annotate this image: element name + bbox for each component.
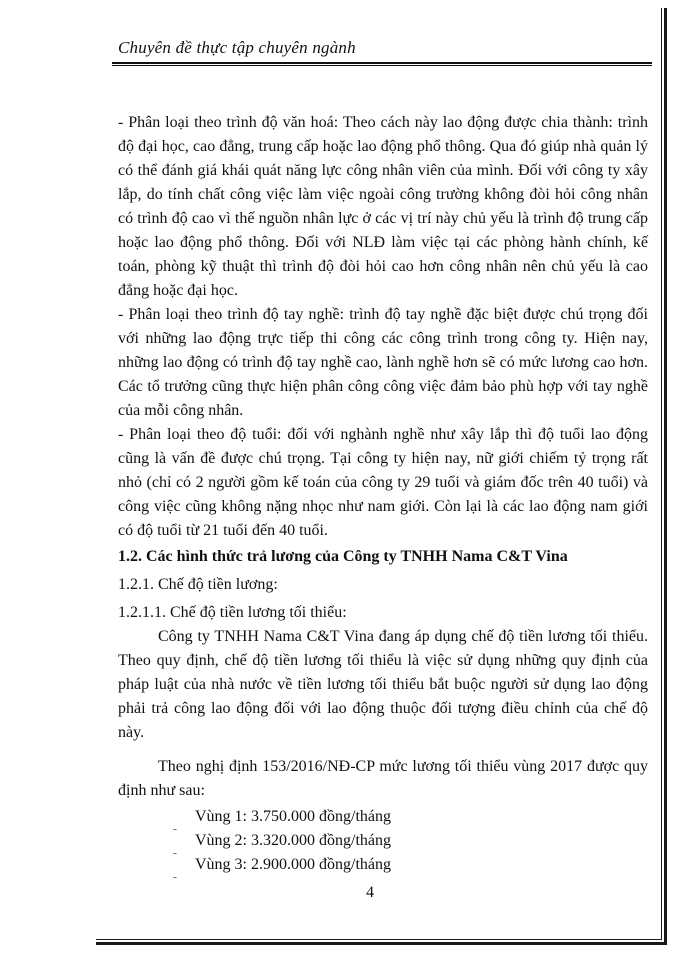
wage-region-list [118, 805, 648, 877]
paragraph-minimum-wage: Công ty TNHH Nama C&T Vina đang áp dụng chế độ tiền lương tối thiểu. Theo quy định, chế độ tiền lương tối thiểu là việc sử dụng những quy định của pháp luật của nhà nước về tiền lương tối thiểu bắt buộc người sử dụng lao động phải trả công lao động đối với lao động thuộc đối tượng điều chỉnh của chế độ này. [118, 628, 648, 741]
page-number: 4 [366, 884, 374, 901]
paragraph-age: - Phân loại theo độ tuổi: đối với nghành nghề như xây lắp thì độ tuổi lao động cũng là vấn đề được chú trọng. Tại công ty hiện nay, nữ giới chiếm tỷ trọng rất nhỏ (chỉ có 2 người gồm kế toán của công ty 29 tuổi và giám đốc trên 40 tuổi) và công việc cũng không nặng nhọc như nam giới. Còn lại là các lao động nam giới có độ tuổi từ 21 tuổi đến 40 tuổi. [118, 426, 648, 539]
header-rule [112, 62, 652, 66]
subheading-wage-regime: 1.2.1. Chế độ tiền lương: [118, 576, 278, 593]
wage-region-3: Vùng 3: 2.900.000 đồng/tháng [195, 856, 391, 873]
paragraph-skill-level: - Phân loại theo trình độ tay nghề: trình độ tay nghề đặc biệt được chú trọng đối với những lao động trực tiếp thi công các công trình trong công ty. Hiện nay, những lao động có trình độ tay nghề cao, lành nghề hơn sẽ có mức lương cao hơn. Các tổ trưởng cũng thực hiện phân công công việc đảm bảo phù hợp với tay nghề của mỗi công nhân. [118, 306, 648, 419]
bullet-marker: ˍ [173, 843, 177, 855]
list-item [118, 829, 648, 853]
wage-region-2: Vùng 2: 3.320.000 đồng/tháng [195, 832, 391, 849]
list-item [118, 805, 648, 829]
document-body [118, 111, 648, 877]
running-header: Chuyên đề thực tập chuyên ngành [118, 38, 356, 57]
section-heading: 1.2. Các hình thức trả lương của Công ty TNHH Nama C&T Vina [118, 548, 568, 565]
paragraph-education-level: - Phân loại theo trình độ văn hoá: Theo cách này lao động được chia thành: trình độ đại học, cao đẳng, trung cấp hoặc lao động phổ thông. Qua đó giúp nhà quản lý có thể đánh giá khái quát năng lực công nhân viên của mình. Đối với công ty xây lắp, do tính chất công việc làm việc ngoài công trường không đòi hỏi công nhân có trình độ cao vì thế nguồn nhân lực ở các vị trí này chủ yếu là trình độ trung cấp hoặc lao động phổ thông. Đối với NLĐ làm việc tại các phòng hành chính, kế toán, phòng kỹ thuật thì trình độ đòi hỏi cao hơn công nhân nên chủ yếu là cao đẳng hoặc đại học. [118, 114, 648, 299]
wage-region-1: Vùng 1: 3.750.000 đồng/tháng [195, 808, 391, 825]
subheading-minimum-wage: 1.2.1.1. Chế độ tiền lương tối thiểu: [118, 604, 347, 621]
bullet-marker: ˍ [173, 867, 177, 879]
list-item [118, 853, 648, 877]
paragraph-decree: Theo nghị định 153/2016/NĐ-CP mức lương tối thiểu vùng 2017 được quy định như sau: [118, 758, 648, 799]
bullet-marker: ˍ [173, 819, 177, 831]
